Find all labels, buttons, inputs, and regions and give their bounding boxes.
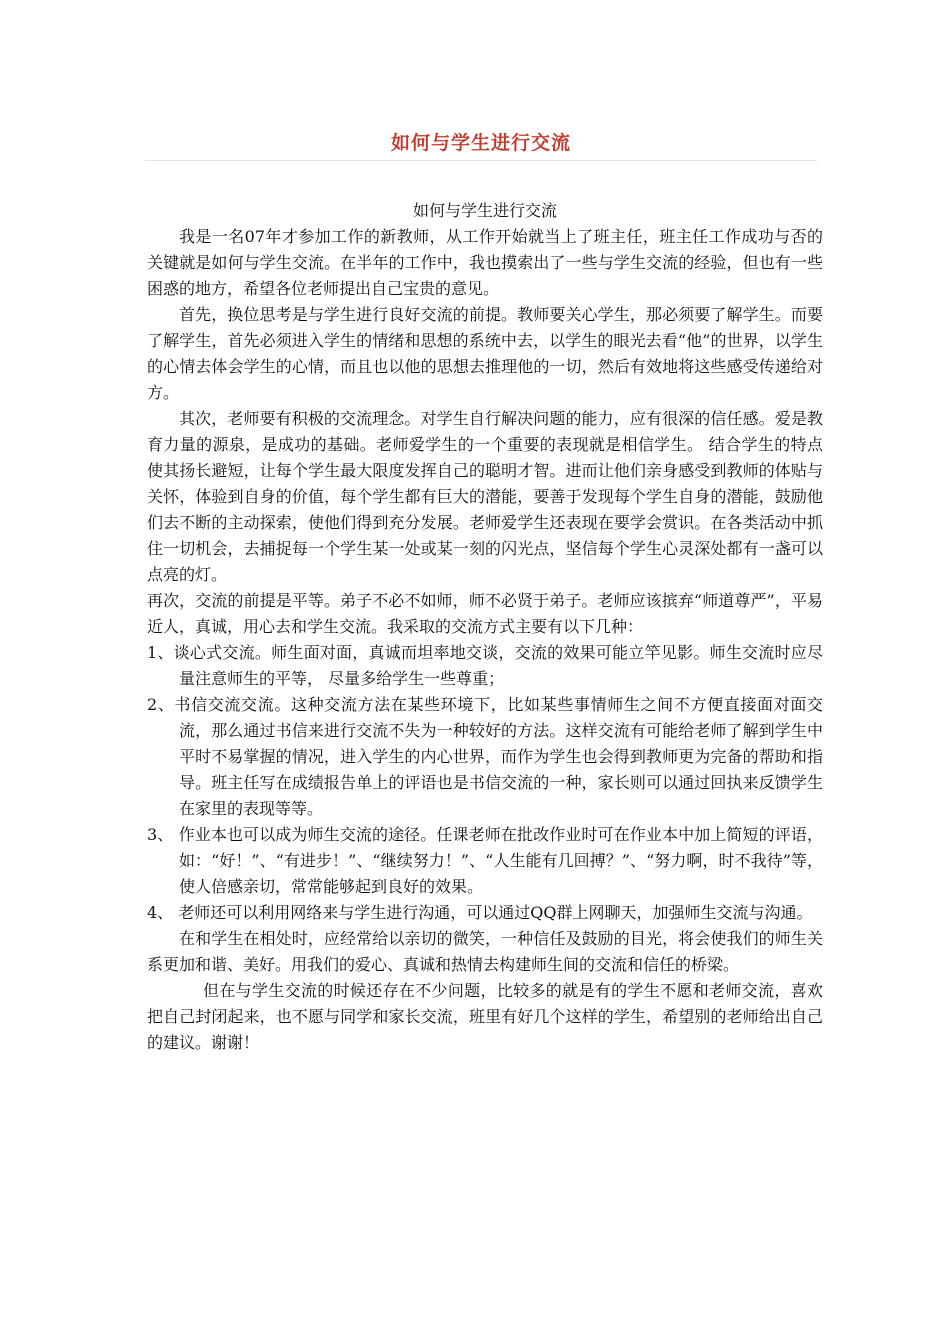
paragraph-second: 其次，老师要有积极的交流理念。对学生自行解决问题的能力，应有很深的信任感。爱是教育力量的源泉，是成功的基础。老师爱学生的一个重要的表现就是相信学生。 结合学生的特点使其扬长避短，让每个学生最大限度发挥自己的聪明才智。进而让他们亲身感受到教师的体贴与关怀，体验到自身的价值，每个学生都有巨大的潜能，要善于发现每个学生自身的潜能，鼓励他们去不断的主动探索，使他们得到充分发展。老师爱学生还表现在要学会赏识。在各类活动中抓住一切机会，去捕捉每一个学生某一处或某一刻的闪光点，坚信每个学生心灵深处都有一盏可以点亮的灯。 [147, 409, 823, 584]
paragraph-first: 首先，换位思考是与学生进行良好交流的前提。教师要关心学生，那必须要了解学生。而要了解学生，首先必须进入学生的情绪和思想的系统中去，以学生的眼光去看“他”的世界，以学生的心情去体会学生的心情，而且也以他的思想去推理他的一切，然后有效地将这些感受传递给对方。 [147, 305, 823, 402]
list-item: 3、 作业本也可以成为师生交流的途径。任课老师在批改作业时可在作业本中加上简短的评语，如：“好！”、“有进步！”、“继续努力！”、“人生能有几回搏？”、“努力啊，时不我待”等，使人倍感亲切，常常能够起到良好的效果。 [147, 825, 823, 896]
article-subtitle: 如何与学生进行交流 [412, 201, 557, 220]
paragraph-final: 但在与学生交流的时候还存在不少问题，比较多的就是有的学生不愿和老师交流，喜欢把自己封闭起来，也不愿与同学和家长交流，班里有好几个这样的学生，希望别的老师给出自己的建议。谢谢！ [147, 981, 823, 1052]
paragraph-closing: 在和学生在相处时，应经常给以亲切的微笑，一种信任及鼓励的目光，将会使我们的师生关系更加和谐、美好。用我们的爱心、真诚和热情去构建师生间的交流和信任的桥梁。 [147, 929, 823, 974]
list-item: 1、谈心式交流。师生面对面，真诚而坦率地交谈，交流的效果可能立竿见影。师生交流时应尽量注意师生的平等， 尽量多给学生一些尊重； [147, 643, 823, 688]
paragraph-intro: 我是一名07年才参加工作的新教师，从工作开始就当上了班主任，班主任工作成功与否的关键就是如何与学生交流。在半年的工作中，我也摸索出了一些与学生交流的经验，但也有一些困惑的地方，希望各位老师提出自己宝贵的意见。 [147, 227, 823, 298]
page-title: 如何与学生进行交流 [390, 132, 571, 154]
article-body [147, 198, 823, 1056]
title-divider [145, 160, 817, 161]
list-item: 4、 老师还可以利用网络来与学生进行沟通，可以通过QQ群上网聊天，加强师生交流与沟通。 [147, 903, 813, 922]
list-item: 2、书信交流交流。这种交流方法在某些环境下，比如某些事情师生之间不方便直接面对面交流，那么通过书信来进行交流不失为一种较好的方法。这样交流有可能给老师了解到学生中平时不易掌握的情况，进入学生的内心世界，而作为学生也会得到教师更为完备的帮助和指导。班主任写在成绩报告单上的评语也是书信交流的一种，家长则可以通过回执来反馈学生在家里的表现等等。 [147, 695, 823, 818]
paragraph-third: 再次，交流的前提是平等。弟子不必不如师，师不必贤于弟子。老师应该摈弃“师道尊严”，平易近人，真诚，用心去和学生交流。我采取的交流方式主要有以下几种： [147, 591, 823, 636]
